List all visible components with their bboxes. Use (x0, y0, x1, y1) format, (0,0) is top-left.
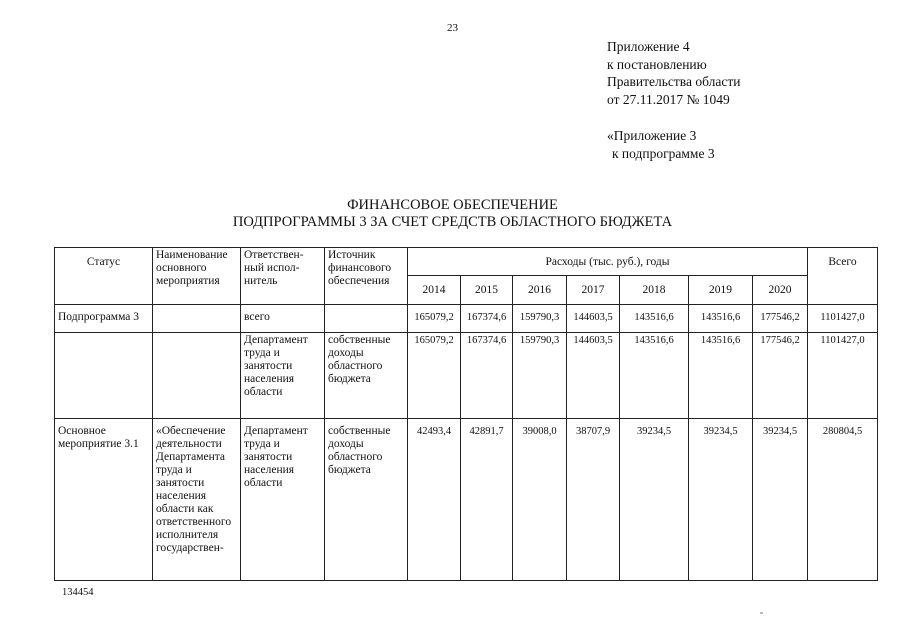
appendix-block (607, 38, 740, 108)
cell-value: 143516,6 (620, 333, 689, 419)
cell-responsible: Департамент труда и занятости населения области (241, 419, 325, 581)
header-total: Всего (808, 248, 878, 305)
header-year: 2018 (620, 276, 689, 305)
appendix-sub-line: «Приложение 3 (607, 128, 697, 143)
cell-value: 143516,6 (689, 305, 753, 333)
page-number: 23 (447, 22, 458, 34)
cell-name (153, 305, 241, 333)
cell-value: 167374,6 (461, 305, 513, 333)
cell-value: 38707,9 (567, 419, 620, 581)
header-year: 2020 (753, 276, 808, 305)
cell-value: 39234,5 (753, 419, 808, 581)
header-source: Источник финансового обеспечения (325, 248, 408, 305)
cell-value: 42493,4 (408, 419, 461, 581)
header-responsible: Ответствен- ный испол- нитель (241, 248, 325, 305)
cell-value: 42891,7 (461, 419, 513, 581)
cell-responsible: всего (241, 305, 325, 333)
header-status: Статус (55, 248, 153, 305)
table-row (55, 419, 878, 581)
scan-artifact (760, 612, 763, 614)
cell-value: 177546,2 (753, 333, 808, 419)
cell-source (325, 305, 408, 333)
header-year: 2016 (513, 276, 567, 305)
appendix-sub-line: к подпрограмме 3 (612, 145, 715, 161)
title-line: ФИНАНСОВОЕ ОБЕСПЕЧЕНИЕ (347, 197, 558, 213)
cell-value: 143516,6 (689, 333, 753, 419)
table-row (55, 305, 878, 333)
cell-status: Подпрограмма 3 (55, 305, 153, 333)
cell-status: Основное мероприятие 3.1 (55, 419, 153, 581)
cell-source: собственные доходы областного бюджета (325, 419, 408, 581)
header-name: Наименование основного мероприятия (153, 248, 241, 305)
cell-total: 1101427,0 (808, 305, 878, 333)
cell-value: 144603,5 (567, 305, 620, 333)
cell-name: «Обеспечение деятельности Департамента труда и занятости населения области как ответственного исполнителя государствен- (153, 419, 241, 581)
cell-value: 165079,2 (408, 305, 461, 333)
appendix-line: Приложение 4 (607, 39, 690, 54)
cell-value: 39234,5 (689, 419, 753, 581)
finance-table (54, 247, 878, 581)
cell-total: 280804,5 (808, 419, 878, 581)
cell-value: 39008,0 (513, 419, 567, 581)
cell-value: 143516,6 (620, 305, 689, 333)
header-year: 2015 (461, 276, 513, 305)
cell-total: 1101427,0 (808, 333, 878, 419)
table-header-row (55, 248, 878, 276)
header-expenses: Расходы (тыс. руб.), годы (408, 248, 808, 276)
cell-value: 39234,5 (620, 419, 689, 581)
cell-value: 159790,3 (513, 305, 567, 333)
document-code: 134454 (62, 587, 94, 598)
cell-source: собственные доходы областного бюджета (325, 333, 408, 419)
cell-name (153, 333, 241, 419)
cell-value: 177546,2 (753, 305, 808, 333)
appendix-line: от 27.11.2017 № 1049 (607, 91, 730, 107)
header-year: 2019 (689, 276, 753, 305)
appendix-sub-block (607, 127, 715, 162)
cell-value: 144603,5 (567, 333, 620, 419)
header-year: 2014 (408, 276, 461, 305)
document-title (0, 197, 905, 231)
cell-value: 165079,2 (408, 333, 461, 419)
cell-value: 167374,6 (461, 333, 513, 419)
table-row (55, 333, 878, 419)
cell-status (55, 333, 153, 419)
appendix-line: к постановлению (607, 56, 707, 72)
title-line: ПОДПРОГРАММЫ 3 ЗА СЧЕТ СРЕДСТВ ОБЛАСТНОГО БЮДЖЕТА (232, 214, 673, 230)
header-year: 2017 (567, 276, 620, 305)
cell-responsible: Департамент труда и занятости населения области (241, 333, 325, 419)
cell-value: 159790,3 (513, 333, 567, 419)
appendix-line: Правительства области (607, 74, 741, 89)
